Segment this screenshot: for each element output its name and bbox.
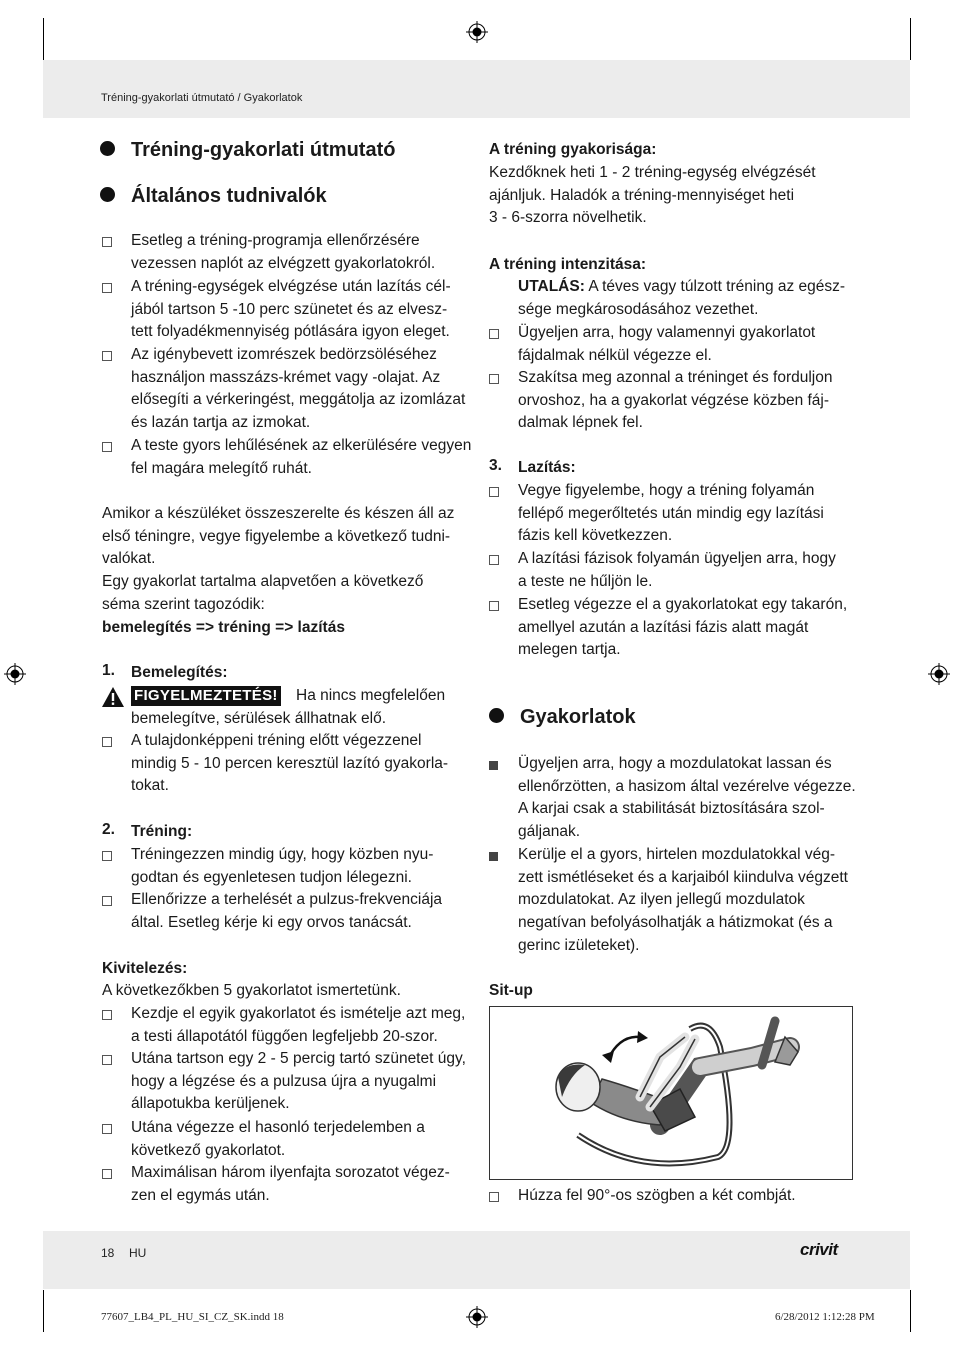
checkbox-bullet-icon — [102, 442, 112, 452]
step-number: 1. — [102, 662, 115, 679]
warning-label: FIGYELMEZTETÉS! — [131, 686, 281, 706]
checkbox-bullet-icon — [489, 1192, 499, 1202]
situp-figure-icon — [490, 1007, 852, 1179]
checkbox-bullet-icon — [102, 737, 112, 747]
intensity-title: A tréning intenzitása: — [489, 256, 647, 273]
header-band — [43, 60, 910, 118]
checkbox-bullet-icon — [102, 896, 112, 906]
breadcrumb: Tréning-gyakorlati útmutató / Gyakorlatok — [101, 92, 303, 104]
list-item: Maximálisan három ilyenfajta sorozatot végez- zen el egymás után. — [131, 1164, 450, 1204]
checkbox-bullet-icon — [102, 237, 112, 247]
warning-text: Ha nincs megfelelően bemelegítve, sérülések állhatnak elő. — [131, 687, 446, 727]
list-item: Esetleg végezze el a gyakorlatokat egy takarón, amellyel azután a lazítási fázis alatt magát melegen tartja. — [518, 596, 848, 659]
registration-mark-icon — [4, 663, 26, 685]
frequency-text: Kezdőknek heti 1 - 2 tréning-egység elvégzését ajánljuk. Haladók a tréning-mennyiséget heti 3 - 6-szorra növelhetik. — [489, 164, 816, 227]
frequency-title: A tréning gyakorisága: — [489, 141, 657, 158]
square-bullet-icon — [489, 852, 498, 861]
brand-logo: crivit — [800, 1240, 838, 1259]
list-item: Kerülje el a gyors, hirtelen mozdulatokkal vég- zett ismétléseket és a karjaiból kiindulva végzett mozdulatokat. Az ilyen jellegű mozdulatok negatívan befolyásolhatják a hátizmokat (és a gerinc izületeket). — [518, 846, 848, 954]
intro-paragraph: Amikor a készüléket összeszerelte és készen áll az első téningre, vegye figyelembe a következő tudni- valókat. Egy gyakorlat tartalma alapvetően a következő séma szerint tagozódik: — [102, 505, 455, 613]
list-item: Az igénybevett izomrészek bedörzsöléséhez használjon masszázs-krémet vagy -olajat. Az elősegíti a vérkeringést, meggátolja az izomlázat és lazán tartja az izmokat. — [131, 346, 466, 432]
checkbox-bullet-icon — [102, 1169, 112, 1179]
crop-mark — [910, 18, 911, 60]
situp-caption: Húzza fel 90°-os szögben a két combját. — [518, 1187, 796, 1204]
execution-title: Kivitelezés: — [102, 960, 188, 977]
list-item: Vegye figyelembe, hogy a tréning folyamán fellépő megerőltetés után mindig egy lazítási fázis kell következzen. — [518, 482, 824, 545]
training-scheme: bemelegítés => tréning => lazítás — [102, 619, 345, 636]
list-item: Kezdje el egyik gyakorlatot és ismételje azt meg, a testi állapotától függően legfeljebb 20-szor. — [131, 1005, 466, 1045]
checkbox-bullet-icon — [102, 1124, 112, 1134]
section-title-training-guide: Tréning-gyakorlati útmutató — [131, 139, 395, 162]
list-item: Ügyeljen arra, hogy valamennyi gyakorlatot fájdalmak nélkül végezze el. — [518, 324, 816, 364]
checkbox-bullet-icon — [489, 487, 499, 497]
list-item: Utána tartson egy 2 - 5 percig tartó szünetet úgy, hogy a légzése és a pulzusa újra a nyugalmi állapotukba kerüljenek. — [131, 1050, 466, 1113]
step-title-relaxation: Lazítás: — [518, 459, 576, 476]
warning-triangle-icon — [101, 686, 125, 708]
step-number: 2. — [102, 821, 115, 838]
step-title-training: Tréning: — [131, 823, 193, 840]
intensity-note: UTALÁS: A téves vagy túlzott tréning az egész- sége megkárosodásához vezethet. — [518, 278, 846, 318]
registration-mark-icon — [466, 21, 488, 43]
list-item: Tréningezzen mindig úgy, hogy közben nyu- godtan és egyenletesen tudjon lélegezni. — [131, 846, 434, 886]
checkbox-bullet-icon — [102, 1010, 112, 1020]
list-item: Ügyeljen arra, hogy a mozdulatokat lassan és ellenőrzötten, a hasizom által vezérelve végezze. A karjai csak a stabilitását biztosítására szol- gáljanak. — [518, 755, 856, 841]
registration-mark-icon — [928, 663, 950, 685]
list-item: Szakítsa meg azonnal a tréninget és forduljon orvoshoz, ha a gyakorlat végzése közben fáj- dalmak lépnek fel. — [518, 369, 833, 432]
checkbox-bullet-icon — [489, 374, 499, 384]
print-date-info: 6/28/2012 1:12:28 PM — [775, 1311, 875, 1323]
checkbox-bullet-icon — [102, 1055, 112, 1065]
list-item: A tréning-egységek elvégzése után lazítás cél- jából tartson 5 -10 perc szünetet és az elvesz- tett folyadékmennyiség pótlására igyon eleget. — [131, 278, 451, 341]
situp-title: Sit-up — [489, 982, 533, 999]
step-number: 3. — [489, 457, 502, 474]
section-title-exercises: Gyakorlatok — [520, 706, 636, 729]
page-number: 18 — [101, 1246, 115, 1260]
checkbox-bullet-icon — [102, 283, 112, 293]
execution-intro: A következőkben 5 gyakorlatot ismertetünk. — [102, 982, 401, 999]
bullet-dot-icon — [100, 187, 115, 202]
checkbox-bullet-icon — [489, 555, 499, 565]
language-code: HU — [129, 1246, 147, 1260]
bullet-dot-icon — [100, 141, 115, 156]
checkbox-bullet-icon — [102, 851, 112, 861]
registration-mark-icon — [466, 1306, 488, 1328]
list-item: Utána végezze el hasonló terjedelemben a következő gyakorlatot. — [131, 1119, 425, 1159]
checkbox-bullet-icon — [489, 601, 499, 611]
square-bullet-icon — [489, 761, 498, 770]
checkbox-bullet-icon — [102, 351, 112, 361]
step-title-warmup: Bemelegítés: — [131, 664, 228, 681]
bullet-dot-icon — [489, 708, 504, 723]
list-item: Ellenőrizze a terhelését a pulzus-frekvenciája által. Esetleg kérje ki egy orvos tanácsát. — [131, 891, 443, 931]
list-item: A lazítási fázisok folyamán ügyeljen arra, hogy a teste ne hűljön le. — [518, 550, 836, 590]
list-item: A tulajdonképpeni tréning előtt végezzenel mindig 5 - 10 percen keresztül lazító gyakorla- tokat. — [131, 732, 449, 795]
checkbox-bullet-icon — [489, 329, 499, 339]
list-item: Esetleg a tréning-programja ellenőrzésére vezessen naplót az elvégzett gyakorlatokról. — [131, 232, 436, 272]
list-item: A teste gyors lehűlésének az elkerülésére vegyen fel magára melegítő ruhát. — [131, 437, 472, 477]
footer-band — [43, 1231, 910, 1289]
print-file-info: 77607_LB4_PL_HU_SI_CZ_SK.indd 18 — [101, 1311, 284, 1323]
crop-mark — [43, 18, 44, 60]
crop-mark — [43, 1290, 44, 1332]
situp-illustration — [489, 1006, 853, 1180]
crop-mark — [910, 1290, 911, 1332]
section-title-general-info: Általános tudnivalók — [131, 185, 327, 208]
